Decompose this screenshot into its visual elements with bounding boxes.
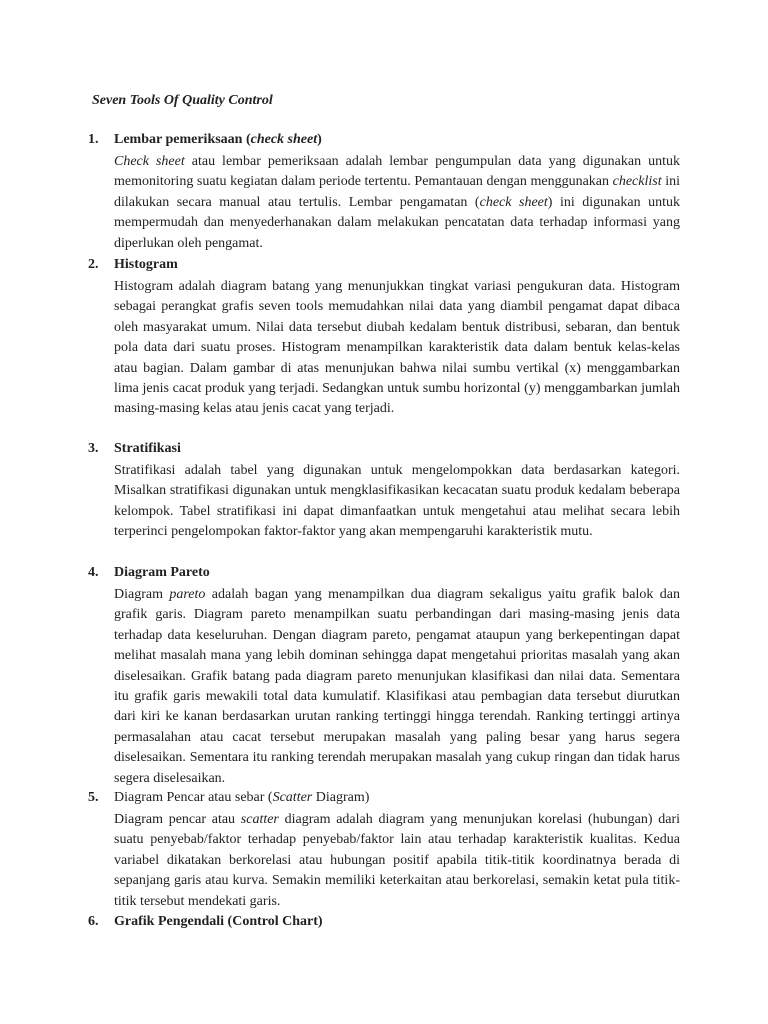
section-number: 2. [88,257,99,272]
section-body: Histogram adalah diagram batang yang menunjukkan tingkat variasi pengukuran data. Histogram sebagai perangkat grafis seven tools memudahkan nilai data yang diambil pengamat dapat dibaca oleh masyarakat umum. Nilai data tersebut diubah kedalam bentuk distribusi, sebaran, dan bentuk pola data dari suatu proses. Histogram menampilkan karakteristik data dalam bentuk kelas-kelas atau bagian. Dalam gambar di atas menunjukan bahwa nilai sumbu vertikal (x) menggambarkan lima jenis cacat produk yang terjadi. Sedangkan untuk sumbu horizontal (y) menggambarkan jumlah masing-masing kelas atau jenis cacat yang terjadi. [114,279,680,417]
section-body: Diagram pareto adalah bagan yang menampilkan dua diagram sekaligus yaitu grafik balok dan grafik garis. Diagram pareto menampilkan suatu perbandingan dari masing-masing jenis data terhadap data keseluruhan. Dengan diagram pareto, pengamat ataupun yang berkepentingan dapat melihat masalah mana yang lebih dominan sehingga dapat mengetahui prioritas masalah yang akan diselesaikan. Grafik batang pada diagram pareto menunjukan klasifikasi dan nilai data. Sementara itu grafik garis mewakili total data kumulatif. Klasifikasi atau pembagian data tersebut diurutkan dari kiri ke kanan berdasarkan urutan ranking tertinggi hingga terendah. Ranking tertinggi artinya permasalahan atau cacat tersebut merupakan masalah yang paling besar yang harus segera diselesaikan. Sementara itu ranking terendah merupakan masalah yang cukup ringan dan tidak harus segera diselesaikan. [114,587,680,786]
section-body: Diagram pencar atau scatter diagram adalah diagram yang menunjukan korelasi (hubungan) dari suatu penyebab/faktor terhadap penyebab/faktor lain atau terhadap karakteristik kualitas. Kedua variabel dikatakan berkorelasi atau hubungan positif apabila titik-titik koordinatnya berada di sepanjang garis atau kurva. Semakin memiliki keterkaitan atau berkorelasi, semakin ketat pula titik-titik tersebut mendekati garis. [114,812,680,909]
section-heading: Grafik Pengendali (Control Chart) [114,914,323,929]
section-number: 6. [88,914,99,929]
section-heading: Diagram Pareto [114,565,210,580]
section-heading: Histogram [114,257,178,272]
section-heading: Lembar pemeriksaan (check sheet) [114,132,322,147]
document-title: Seven Tools Of Quality Control [92,93,273,108]
section-heading: Stratifikasi [114,441,181,456]
section-number: 3. [88,441,99,456]
section-number: 1. [88,132,99,147]
section-number: 5. [88,790,99,805]
section-body: Stratifikasi adalah tabel yang digunakan untuk mengelompokkan data berdasarkan kategori. Misalkan stratifikasi digunakan untuk mengklasifikasikan kecacatan suatu produk kedalam beberapa kelompok. Tabel stratifikasi ini dapat dimanfaatkan untuk mengetahui atau melihat secara lebih terperinci pengelompokan faktor-faktor yang akan mempengaruhi karakteristik mutu. [114,463,680,540]
section-number: 4. [88,565,99,580]
section-body: Check sheet atau lembar pemeriksaan adalah lembar pengumpulan data yang digunakan untuk memonitoring suatu kegiatan dalam periode tertentu. Pemantauan dengan menggunakan checklist ini dilakukan secara manual atau tertulis. Lembar pengamatan (check sheet) ini digunakan untuk mempermudah dan menyederhanakan dalam melakukan pencatatan data terhadap informasi yang diperlukan oleh pengamat. [114,154,680,251]
section-heading: Diagram Pencar atau sebar (Scatter Diagram) [114,790,370,805]
